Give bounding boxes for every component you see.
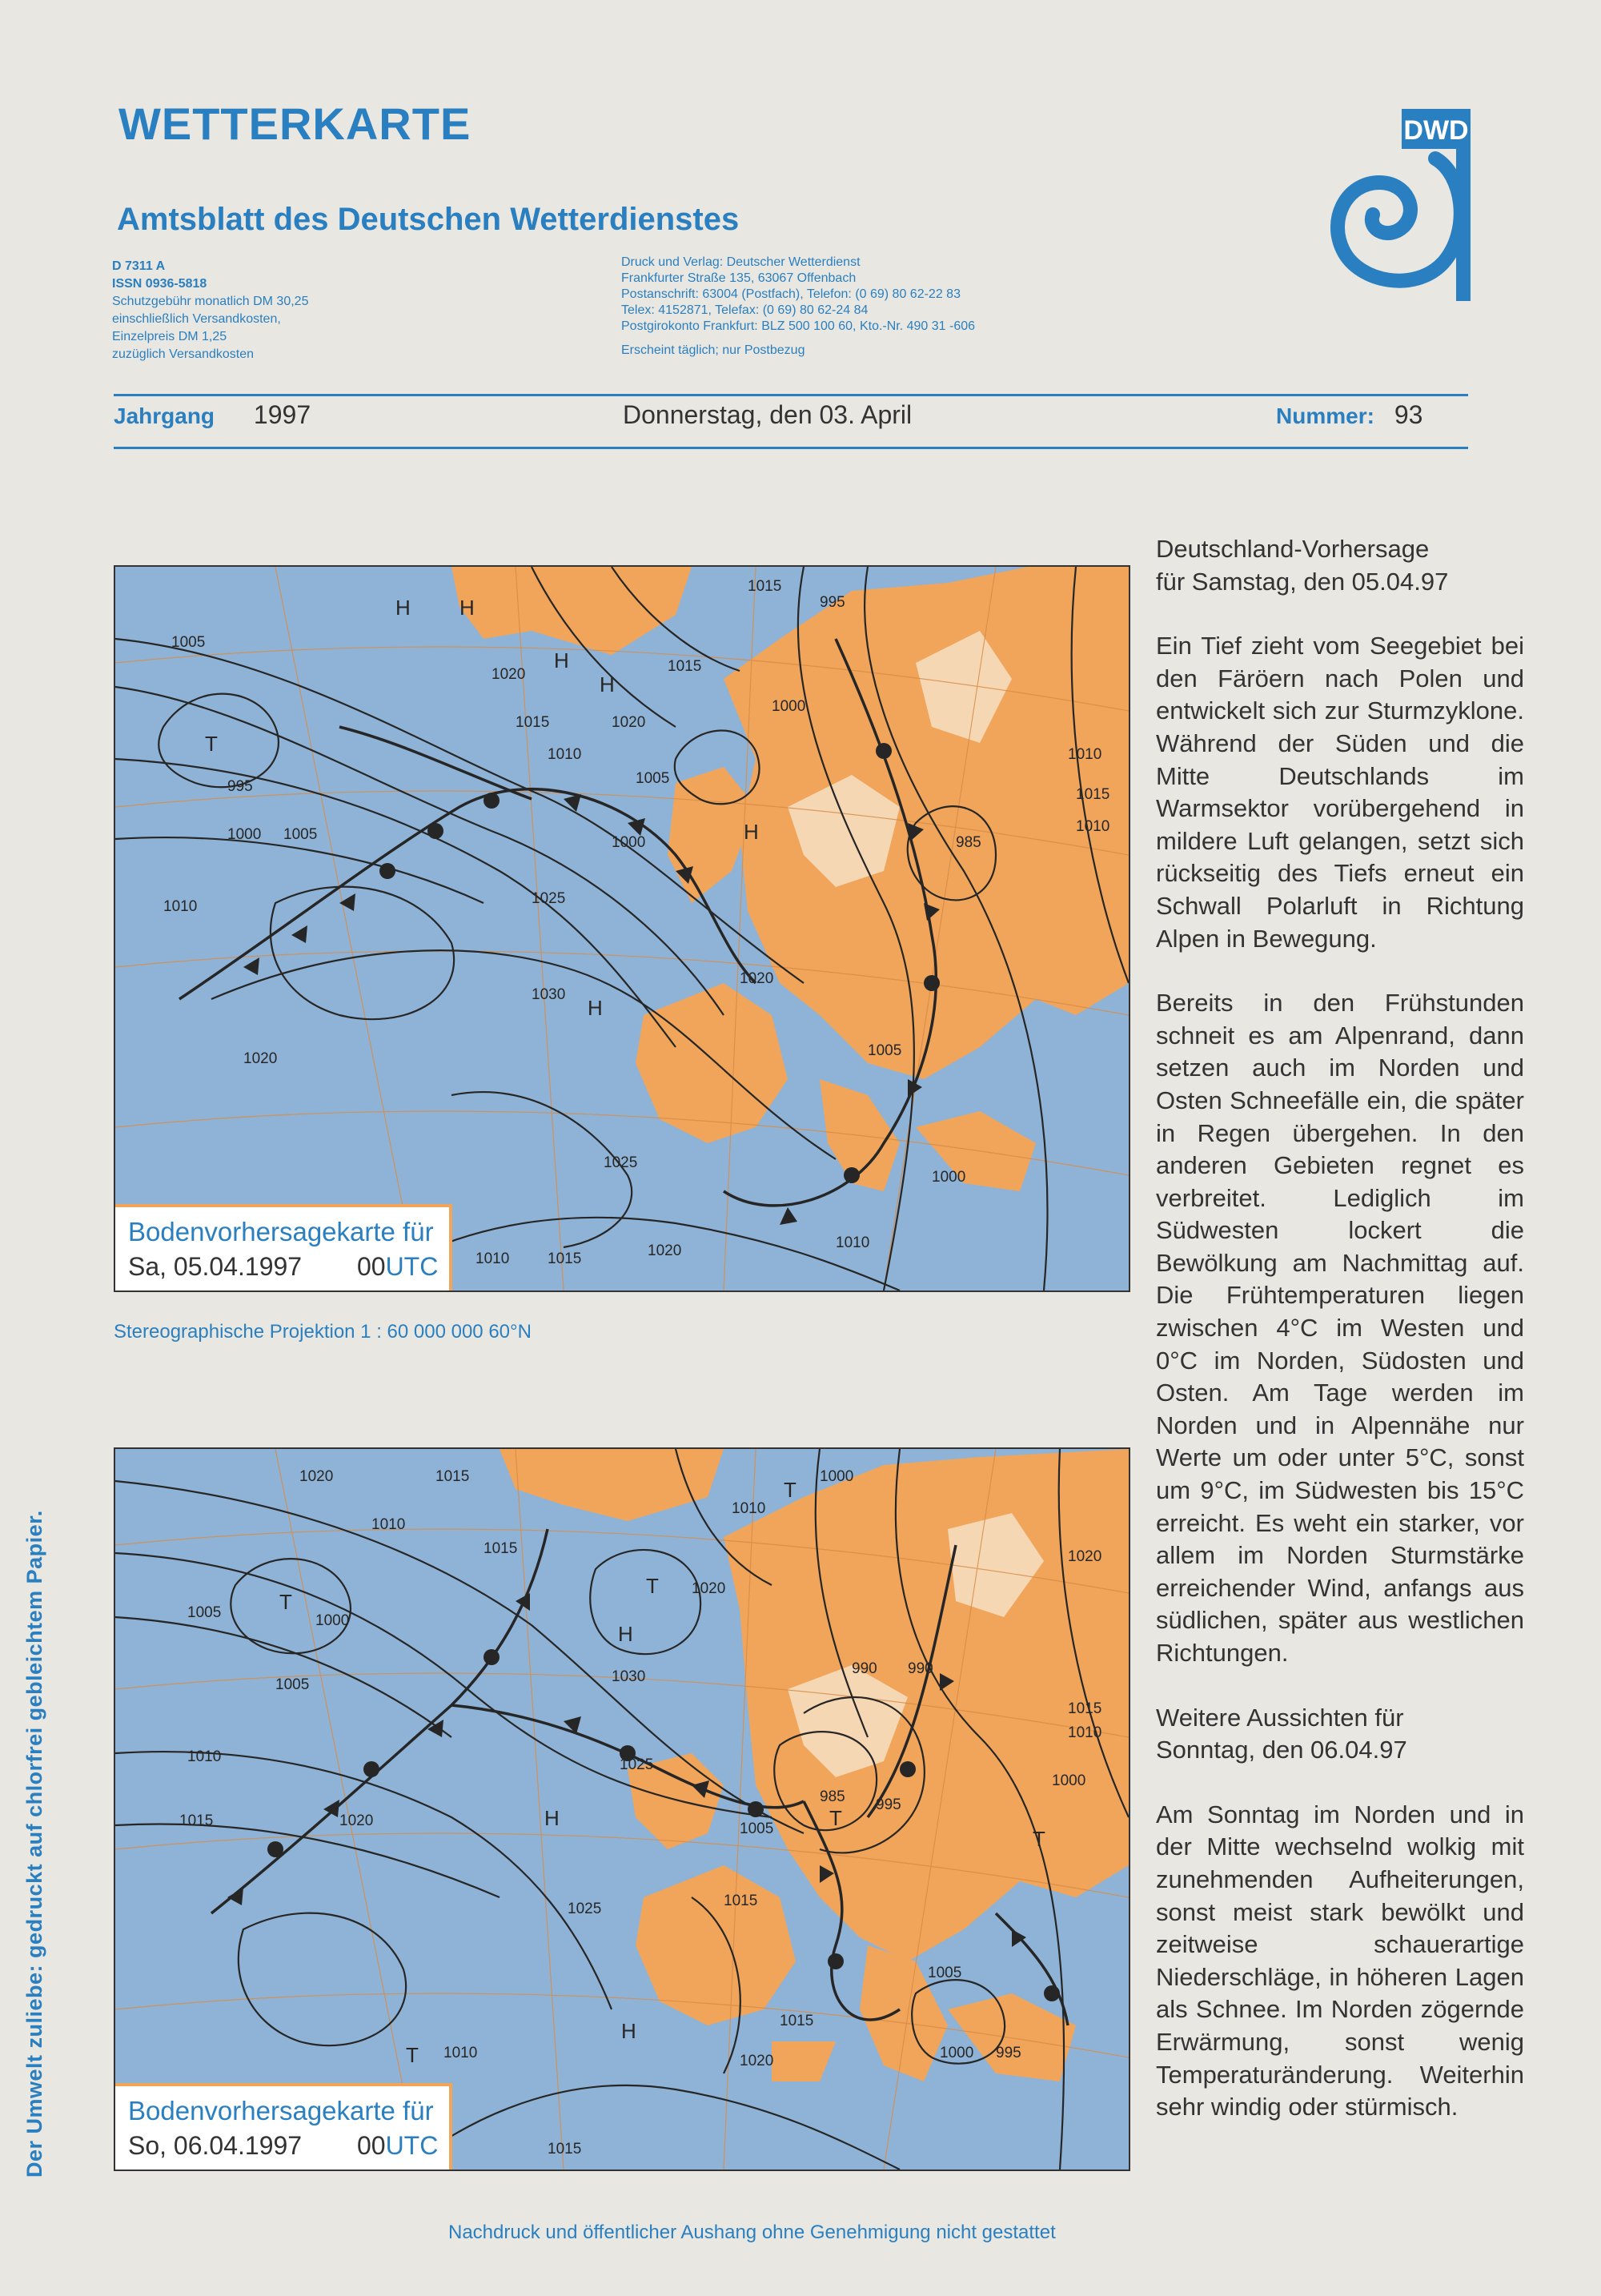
isobar-label: 1025 bbox=[604, 1154, 638, 1171]
isobar-label: 1010 bbox=[548, 746, 582, 763]
number-label: Nummer: bbox=[1276, 403, 1374, 428]
outlook-heading-date: Sonntag, den 06.04.97 bbox=[1156, 1736, 1407, 1764]
isobar-label: 1025 bbox=[620, 1756, 654, 1773]
caption-time: 00 bbox=[356, 1252, 386, 1281]
isobar-label: 1020 bbox=[740, 2053, 774, 2069]
isobar-label: 1020 bbox=[492, 666, 526, 683]
isobar-label: 1015 bbox=[435, 1468, 470, 1485]
high-pressure-label: H bbox=[554, 648, 569, 672]
isobar-label: 1030 bbox=[612, 1668, 646, 1685]
isobar-label: 1005 bbox=[740, 1820, 774, 1837]
isobar-label: 1015 bbox=[1076, 786, 1110, 803]
isobar-label: 1015 bbox=[548, 2141, 582, 2158]
publication-code: D 7311 A bbox=[112, 259, 166, 273]
isobar-label: 1020 bbox=[243, 1050, 278, 1067]
isobar-label: 1010 bbox=[836, 1234, 870, 1251]
isobar-label: 1000 bbox=[932, 1169, 966, 1186]
low-pressure-label: T bbox=[406, 2043, 419, 2067]
map-caption bbox=[115, 2083, 452, 2170]
land-masses bbox=[500, 1449, 1129, 2081]
issn: ISSN 0936-5818 bbox=[112, 277, 207, 291]
isobar-label: 1030 bbox=[532, 986, 566, 1003]
environment-note: Der Umwelt zuliebe: gedruckt auf chlorfrei gebleichtem Papier. bbox=[22, 1510, 46, 2178]
isobar-label: 1020 bbox=[692, 1580, 726, 1597]
divider bbox=[114, 394, 1468, 396]
high-pressure-label: H bbox=[618, 1622, 633, 1646]
isobar-label: 1010 bbox=[732, 1500, 766, 1517]
isobar-label: 1015 bbox=[548, 1250, 582, 1267]
isobar-label: 995 bbox=[820, 594, 845, 611]
price-line: Einzelpreis DM 1,25 bbox=[112, 330, 227, 343]
outlook-paragraph: Am Sonntag im Norden und in der Mitte wechselnd wolkig mit zunehmenden Aufheiterungen, sonst meist stark bewölkt und zeitweise schauerartige Niederschläge, in höheren Lagen als Schnee. Im Norden zögernde Erwärmung, sonst wenig Temperaturänderung. Weiterhin sehr windig oder stürmisch. bbox=[1156, 1800, 1524, 2121]
isobar-label: 1010 bbox=[1068, 746, 1102, 763]
publisher-line: Druck und Verlag: Deutscher Wetterdienst bbox=[621, 255, 861, 269]
caption-date: Sa, 05.04.1997 bbox=[128, 1252, 303, 1281]
publisher-line: Frankfurter Straße 135, 63067 Offenbach bbox=[621, 271, 857, 285]
isobar-label: 1010 bbox=[475, 1250, 510, 1267]
footer-note: Nachdruck und öffentlicher Aushang ohne Genehmigung nicht gestattet bbox=[448, 2222, 1056, 2243]
publisher-line: Erscheint täglich; nur Postbezug bbox=[621, 343, 805, 357]
high-pressure-label: H bbox=[459, 596, 475, 620]
isobar-label: 1010 bbox=[371, 1516, 406, 1533]
isobar-label: 1010 bbox=[1068, 1724, 1102, 1741]
isobar-label: 1020 bbox=[648, 1242, 682, 1259]
high-pressure-label: H bbox=[395, 596, 411, 620]
isobar-label: 1005 bbox=[283, 826, 318, 843]
low-pressure-label: T bbox=[1033, 1827, 1045, 1851]
map-caption-title: Bodenvorhersagekarte für bbox=[128, 1217, 434, 1246]
isobar-label: 1025 bbox=[568, 1901, 602, 1917]
map-caption-title: Bodenvorhersagekarte für bbox=[128, 2096, 434, 2125]
isobar-label: 1015 bbox=[484, 1540, 518, 1557]
isobar-label: 1015 bbox=[724, 1893, 758, 1909]
isobar-label: 1005 bbox=[868, 1042, 902, 1059]
isobar-label: 985 bbox=[956, 834, 981, 851]
forecast-paragraph: Bereits in den Frühstunden schneit es am Alpenrand, dann setzen auch im Norden und Osten Schneefälle ein, die später in Regen übergehen. In den anderen Gebieten regnet es verbreitet. Lediglich im Südwesten lockert die Bewölkung am Nachmittag auf. Die Frühtemperaturen liegen zwischen 4°C im Westen und 0°C im Norden, Südosten und Osten. Am Tage werden im Norden und in Alpennähe nur Werte um oder unter 5°C, sonst um 9°C, im Südwesten bis 15°C erreicht. Es weht ein starker, vor allem im Norden Sturmstärke erreichender Wind, anfangs aus südlichen, später aus westlichen Richtungen. bbox=[1156, 989, 1524, 1667]
isobar-label: 1010 bbox=[1076, 818, 1110, 835]
forecast-text bbox=[1156, 533, 1524, 2124]
publisher-line: Telex: 4152871, Telefax: (0 69) 80 62-24 84 bbox=[621, 303, 869, 317]
forecast-map-saturday bbox=[114, 565, 1130, 1292]
isobar-label: 1020 bbox=[740, 970, 774, 987]
high-pressure-label: H bbox=[744, 820, 759, 844]
high-pressure-label: H bbox=[588, 996, 603, 1020]
spiral-icon bbox=[1338, 159, 1461, 281]
isobar-label: 1000 bbox=[820, 1468, 854, 1485]
isobar-label: 1015 bbox=[1068, 1700, 1102, 1717]
volume bbox=[114, 400, 311, 430]
isobar-label: 1005 bbox=[171, 634, 206, 651]
isobar-label: 1010 bbox=[443, 2045, 478, 2061]
projection-note: Stereographische Projektion 1 : 60 000 000 60°N bbox=[114, 1321, 532, 1343]
publisher-info bbox=[621, 255, 975, 359]
page-subtitle: Amtsblatt des Deutschen Wetterdienstes bbox=[117, 202, 740, 237]
isobar-label: 1005 bbox=[928, 1965, 962, 1981]
issue-date: Donnerstag, den 03. April bbox=[623, 400, 913, 429]
isobar-label: 1000 bbox=[940, 2045, 974, 2061]
isobar-label: 990 bbox=[908, 1660, 933, 1677]
isobar-label: 990 bbox=[852, 1660, 877, 1677]
isobar-label: 1020 bbox=[612, 714, 646, 731]
map-caption-date bbox=[128, 1249, 438, 1284]
logo-text: DWD bbox=[1403, 115, 1469, 146]
isobar-label: 995 bbox=[227, 778, 253, 795]
forecast-heading: Deutschland-Vorhersage bbox=[1156, 535, 1430, 563]
number-value: 93 bbox=[1394, 400, 1423, 429]
isobar-label: 995 bbox=[996, 2045, 1021, 2061]
isobar-label: 1000 bbox=[612, 834, 646, 851]
isobar-label: 1005 bbox=[636, 770, 670, 787]
forecast-map-sunday bbox=[114, 1447, 1130, 2171]
fee-line: Schutzgebühr monatlich DM 30,25 bbox=[112, 295, 309, 308]
publication-info bbox=[112, 258, 308, 363]
isobar-label: 1010 bbox=[163, 898, 198, 915]
year-label: Jahrgang bbox=[114, 403, 215, 428]
isobar-label: 1020 bbox=[1068, 1548, 1102, 1565]
land-masses bbox=[451, 567, 1129, 1191]
isobar-label: 985 bbox=[820, 1788, 845, 1805]
divider bbox=[114, 447, 1468, 449]
isobar-label: 1020 bbox=[299, 1468, 334, 1485]
caption-date: So, 06.04.1997 bbox=[128, 2131, 303, 2160]
year-value: 1997 bbox=[253, 400, 311, 429]
isobar-label: 1000 bbox=[315, 1612, 350, 1629]
low-pressure-label: T bbox=[829, 1806, 842, 1830]
isobar-label: 1015 bbox=[668, 658, 702, 675]
high-pressure-label: H bbox=[621, 2019, 636, 2043]
isobar-label: 1000 bbox=[227, 826, 262, 843]
caption-utc: UTC bbox=[385, 1252, 439, 1281]
isobar-label: 1015 bbox=[780, 2013, 814, 2029]
isobar-label: 1020 bbox=[339, 1812, 374, 1829]
high-pressure-label: H bbox=[600, 672, 615, 696]
low-pressure-label: T bbox=[646, 1574, 659, 1598]
isobar-label: 1015 bbox=[516, 714, 550, 731]
low-pressure-label: T bbox=[784, 1478, 796, 1502]
isobar-label: 1005 bbox=[275, 1676, 310, 1693]
isobar-label: 1000 bbox=[772, 698, 806, 715]
issue-number bbox=[1276, 400, 1422, 430]
caption-time: 00 bbox=[356, 2131, 386, 2160]
isobar-label: 1010 bbox=[187, 1748, 222, 1765]
forecast-paragraph: Ein Tief zieht vom Seegebiet bei den Färöern nach Polen und entwickelt sich zur Sturmzyklone. Während der Süden und die Mitte Deutschlands im Warmsektor vorübergehend in mildere Luft gelangen, setzt sich rückseitig des Tiefs erneut ein Schwall Polarluft in Richtung Alpen in Bewegung. bbox=[1156, 632, 1524, 953]
isobar-label: 1015 bbox=[748, 578, 782, 595]
isobar-label: 1000 bbox=[1052, 1772, 1086, 1789]
map-caption-date bbox=[128, 2128, 438, 2163]
map-caption bbox=[115, 1204, 452, 1290]
low-pressure-label: T bbox=[205, 732, 218, 756]
isobar-label: 995 bbox=[876, 1796, 901, 1813]
publisher-line: Postgirokonto Frankfurt: BLZ 500 100 60, Kto.-Nr. 490 31 -606 bbox=[621, 319, 976, 333]
price-line: zuzüglich Versandkosten bbox=[112, 347, 254, 361]
isobar-label: 1005 bbox=[187, 1604, 222, 1621]
isobar-label: 1015 bbox=[179, 1812, 214, 1829]
outlook-heading: Weitere Aussichten für bbox=[1156, 1703, 1404, 1732]
forecast-heading-date: für Samstag, den 05.04.97 bbox=[1156, 567, 1449, 596]
dwd-logo bbox=[1315, 102, 1475, 303]
weather-map-svg-2 bbox=[115, 1449, 1129, 2170]
isobar-label: 1025 bbox=[532, 890, 566, 907]
fee-line: einschließlich Versandkosten, bbox=[112, 312, 281, 326]
high-pressure-label: H bbox=[544, 1806, 560, 1830]
page-title: WETTERKARTE bbox=[118, 98, 471, 149]
publisher-line: Postanschrift: 63004 (Postfach), Telefon: (0 69) 80 62-22 83 bbox=[621, 287, 961, 301]
caption-utc: UTC bbox=[385, 2131, 439, 2160]
low-pressure-label: T bbox=[279, 1590, 292, 1614]
weather-map-svg-1 bbox=[115, 567, 1129, 1290]
